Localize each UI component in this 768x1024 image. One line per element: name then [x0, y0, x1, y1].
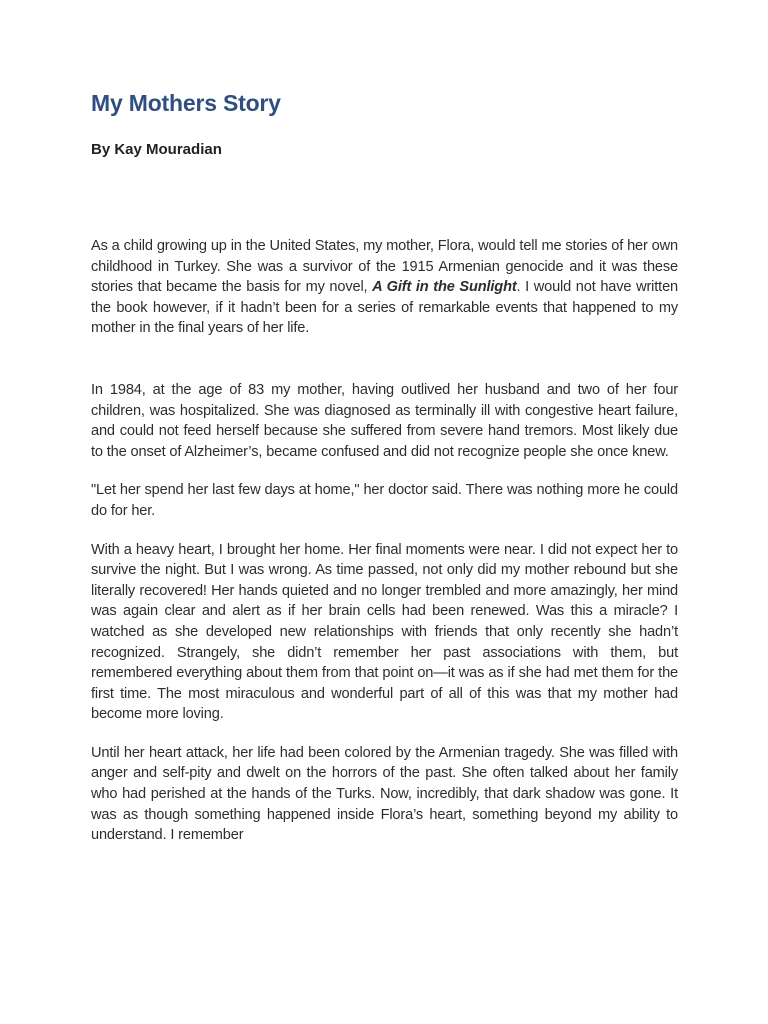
document-title: My Mothers Story [91, 90, 281, 116]
paragraph-4: With a heavy heart, I brought her home. Her final moments were near. I did not expect her to survive the night. But I was wrong. As time passed, not only did my mother rebound but she literally recovered! Her hands quieted and no longer trembled and more amazingly, her mind was again clear and alert as if her brain cells had been renewed. Was this a miracle? I watched as she developed new relationships with friends that only recently she hadn’t recognized. Strangely, she didn’t remember her past associations with them, but remembered everything about them from that point on—it was as if she had met them for the first time. The most miraculous and wonderful part of all of this was that my mother had become more loving. [91, 541, 678, 723]
paragraph-5: Until her heart attack, her life had been colored by the Armenian tragedy. She was filled with anger and self-pity and dwelt on the horrors of the past. She often talked about her family who had perished at the hands of the Turks. Now, incredibly, that dark shadow was gone. It was as though something happened inside Flora’s heart, something beyond my ability to understand. I remember [91, 744, 678, 844]
document-body [91, 236, 678, 846]
paragraph-1-text-before: As a child growing up in the United States, my mother, Flora, would tell me stories of her own childhood in Turkey. She was a survivor of the 1915 Armenian genocide and it was these stories that became the basis for my novel, [91, 238, 678, 296]
paragraph-1 [91, 236, 678, 339]
paragraph-2: In 1984, at the age of 83 my mother, having outlived her husband and two of her four children, was hospitalized. She was diagnosed as terminally ill with congestive heart failure, and could not feed herself because she suffered from severe hand tremors. Most likely due to the onset of Alzheimer’s, became confused and did not recognize people she once knew. [91, 381, 678, 460]
paragraph-1-text-after: . I would not have written the book however, if it hadn’t been for a series of remarkable events that happened to my mother in the final years of her life. [91, 279, 678, 337]
book-title: A Gift in the Sunlight [372, 279, 517, 296]
paragraph-3: "Let her spend her last few days at home," her doctor said. There was nothing more he could do for her. [91, 482, 678, 519]
author-byline: By Kay Mouradian [91, 141, 222, 158]
